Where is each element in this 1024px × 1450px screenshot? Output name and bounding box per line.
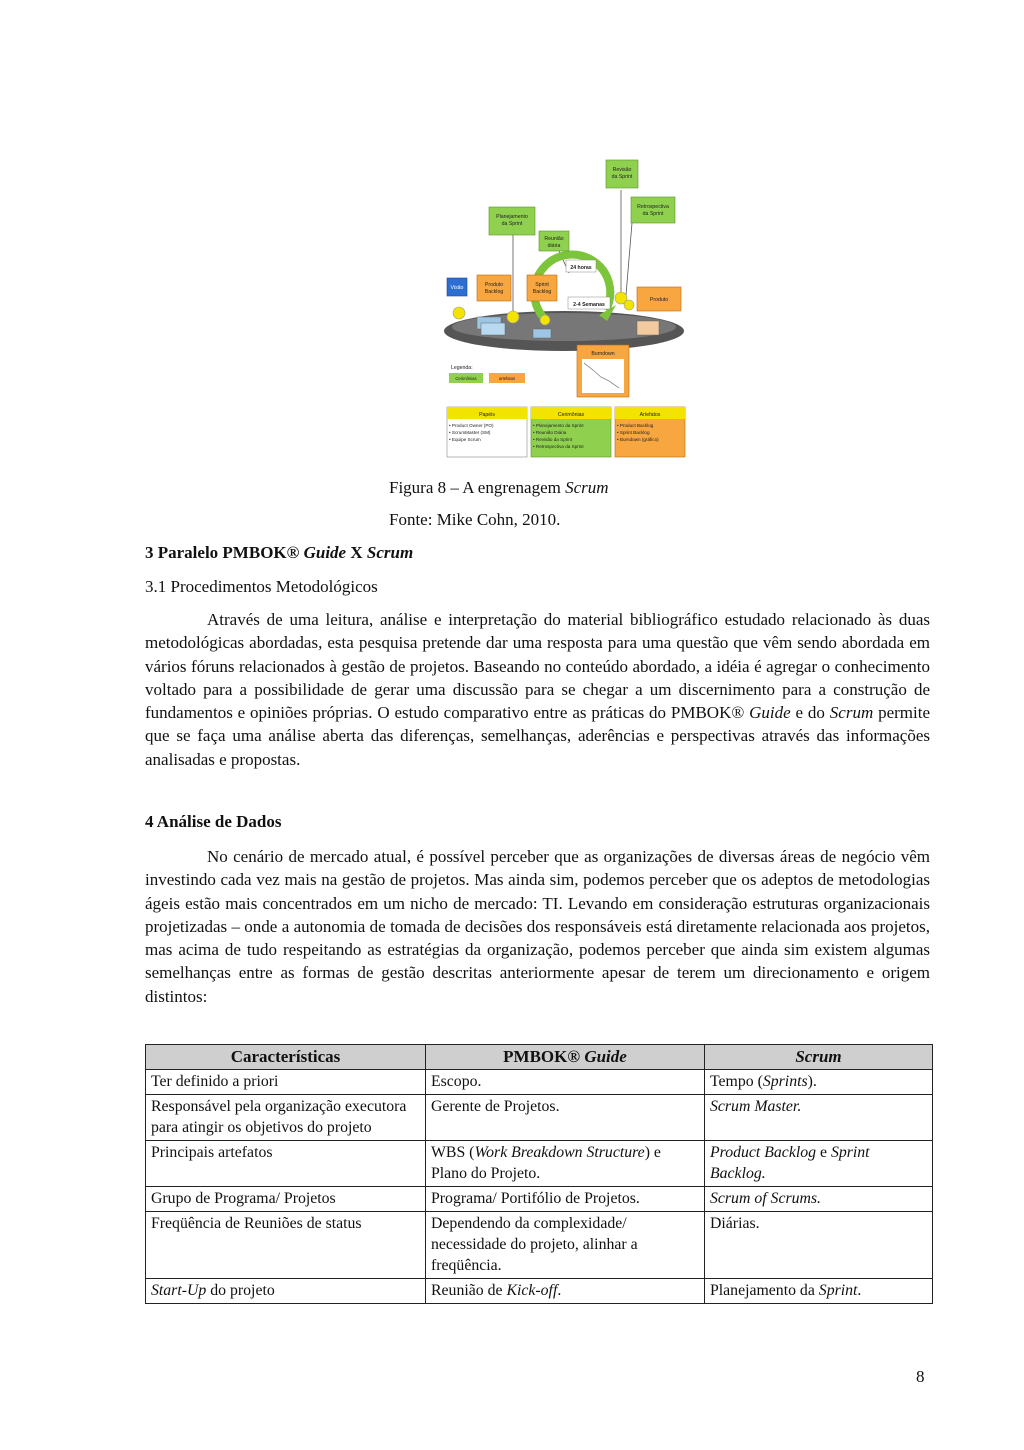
table-cell: Principais artefatos [146, 1141, 426, 1187]
header-scrum: Scrum [705, 1045, 933, 1070]
figure-source: Fonte: Mike Cohn, 2010. [389, 510, 561, 529]
section-3-paragraph: Através de uma leitura, análise e interpretação do material bibliográfico estudado relacionado às duas metodológicas abordadas, esta pesquisa pretende dar uma resposta para uma questão que vêm sendo abordada em vários fóruns relacionados à gestão de projetos. Baseando no conteúdo abordado, a idéia é agregar o conhecimento voltado para a possibilidade de gerar uma discussão para se chegar a um discernimento para a construção de fundamentos e opiniões próprias. O estudo comparativo entre as práticas do PMBOK® Guide e do Scrum permite que se faça uma análise aberta das diferenças, semelhanças, aderências e perspectivas através das informações analisadas e propostas. [145, 610, 931, 769]
svg-text:Cerimônias: Cerimônias [557, 412, 585, 418]
table-row [146, 1095, 933, 1141]
svg-text:Retrospectiva: Retrospectiva [637, 204, 669, 210]
svg-text:Legenda:: Legenda: [451, 365, 473, 371]
section-3-1-heading: 3.1 Procedimentos Metodológicos [145, 577, 378, 596]
section-4-paragraph: No cenário de mercado atual, é possível perceber que as organizações de diversas áreas de negócio vêm investindo cada vez mais na gestão de projetos. Mas ainda sim, podemos perceber que os adeptos de metodologias ágeis estão mais concentrados em um nicho de mercado: TI. Levando em consideração estruturas organizacionais projetizadas – onde a autonomia de tomada de decisões dos responsáveis está diretamente relacionada aos projetos, mas acima de tudo respeitando as estratégias da organização, podemos perceber que ainda sim existem algumas semelhanças entre as formas de gestão descritas anteriormente apesar de terem um direcionamento e origem distintos: [145, 847, 930, 1006]
svg-text:2-4 Semanas: 2-4 Semanas [573, 302, 605, 308]
svg-text:da Sprint: da Sprint [642, 211, 664, 217]
svg-text:• Retrospectiva da Sprint: • Retrospectiva da Sprint [533, 444, 584, 449]
svg-text:Produto: Produto [484, 282, 504, 288]
svg-text:Backlog: Backlog [484, 289, 504, 295]
retrospectiva-sprint-box [631, 197, 675, 223]
table-cell: Dependendo da complexidade/ necessidade do projeto, alinhar a freqüência. [426, 1212, 705, 1279]
svg-text:Reunião: Reunião [544, 236, 564, 242]
table-row [146, 1212, 933, 1279]
table-row [146, 1279, 933, 1304]
table-cell: Tempo (Sprints). [705, 1070, 933, 1095]
figure-caption: Figura 8 – A engrenagem Scrum [389, 478, 609, 497]
page-number: 8 [916, 1367, 925, 1386]
table-cell: Responsável pela organização executora para atingir os objetivos do projeto [146, 1095, 426, 1141]
produto-backlog-box [477, 275, 511, 301]
svg-text:Papéis: Papéis [479, 412, 495, 418]
svg-text:Produto: Produto [649, 297, 669, 303]
table-cell: Gerente de Projetos. [426, 1095, 705, 1141]
svg-text:Planejamento: Planejamento [496, 214, 528, 220]
svg-text:Visão: Visão [450, 285, 464, 291]
table-header-row [146, 1045, 933, 1070]
svg-text:• ScrumMaster (SM): • ScrumMaster (SM) [449, 430, 491, 435]
svg-text:artefatos: artefatos [498, 376, 516, 381]
table-row [146, 1141, 933, 1187]
table-cell: Scrum of Scrums. [705, 1187, 933, 1212]
table-cell: Scrum Master. [705, 1095, 933, 1141]
svg-text:Cerimônias: Cerimônias [455, 376, 477, 381]
scrum-figure [441, 155, 691, 463]
table-cell: Programa/ Portifólio de Projetos. [426, 1187, 705, 1212]
table-row [146, 1070, 933, 1095]
svg-text:• Burndown (gráfico): • Burndown (gráfico) [617, 437, 659, 442]
table-cell: Freqüência de Reuniões de status [146, 1212, 426, 1279]
table-row [146, 1187, 933, 1212]
svg-text:Revisão: Revisão [612, 167, 632, 173]
svg-text:• Sprint Backlog: • Sprint Backlog [617, 430, 650, 435]
svg-text:Artefatos: Artefatos [639, 412, 661, 418]
svg-text:• Product Owner (PO): • Product Owner (PO) [449, 423, 494, 428]
svg-text:• Equipe Scrum: • Equipe Scrum [449, 437, 481, 442]
svg-text:da Sprint: da Sprint [611, 174, 633, 180]
section-3-heading: 3 Paralelo PMBOK® Guide X Scrum [145, 543, 414, 562]
table-cell: Reunião de Kick-off. [426, 1279, 705, 1304]
svg-text:• Revisão da Sprint: • Revisão da Sprint [533, 437, 573, 442]
svg-text:• Reunião Diária: • Reunião Diária [533, 430, 567, 435]
section-4-heading: 4 Análise de Dados [145, 812, 282, 831]
svg-text:diária: diária [547, 243, 561, 249]
svg-text:24 horas: 24 horas [570, 265, 592, 271]
table-cell: Diárias. [705, 1212, 933, 1279]
table-cell: Ter definido a priori [146, 1070, 426, 1095]
svg-text:da Sprint: da Sprint [501, 221, 523, 227]
svg-text:Backlog: Backlog [532, 289, 552, 295]
svg-text:• Planejamento da Sprint: • Planejamento da Sprint [533, 423, 584, 428]
header-pmbok: PMBOK® Guide [426, 1045, 705, 1070]
table-cell: Escopo. [426, 1070, 705, 1095]
table-cell: Start-Up do projeto [146, 1279, 426, 1304]
table-cell: Product Backlog e Sprint Backlog. [705, 1141, 933, 1187]
svg-text:Sprint: Sprint [535, 282, 549, 288]
header-caracteristicas: Características [146, 1045, 426, 1070]
table-cell: Grupo de Programa/ Projetos [146, 1187, 426, 1212]
svg-text:Burndown: Burndown [591, 351, 615, 357]
comparison-table [145, 1044, 933, 1304]
svg-text:• Product Backlog: • Product Backlog [617, 423, 654, 428]
table-cell: WBS (Work Breakdown Structure) e Plano do Projeto. [426, 1141, 705, 1187]
sprint-backlog-box [527, 275, 557, 301]
table-cell: Planejamento da Sprint. [705, 1279, 933, 1304]
